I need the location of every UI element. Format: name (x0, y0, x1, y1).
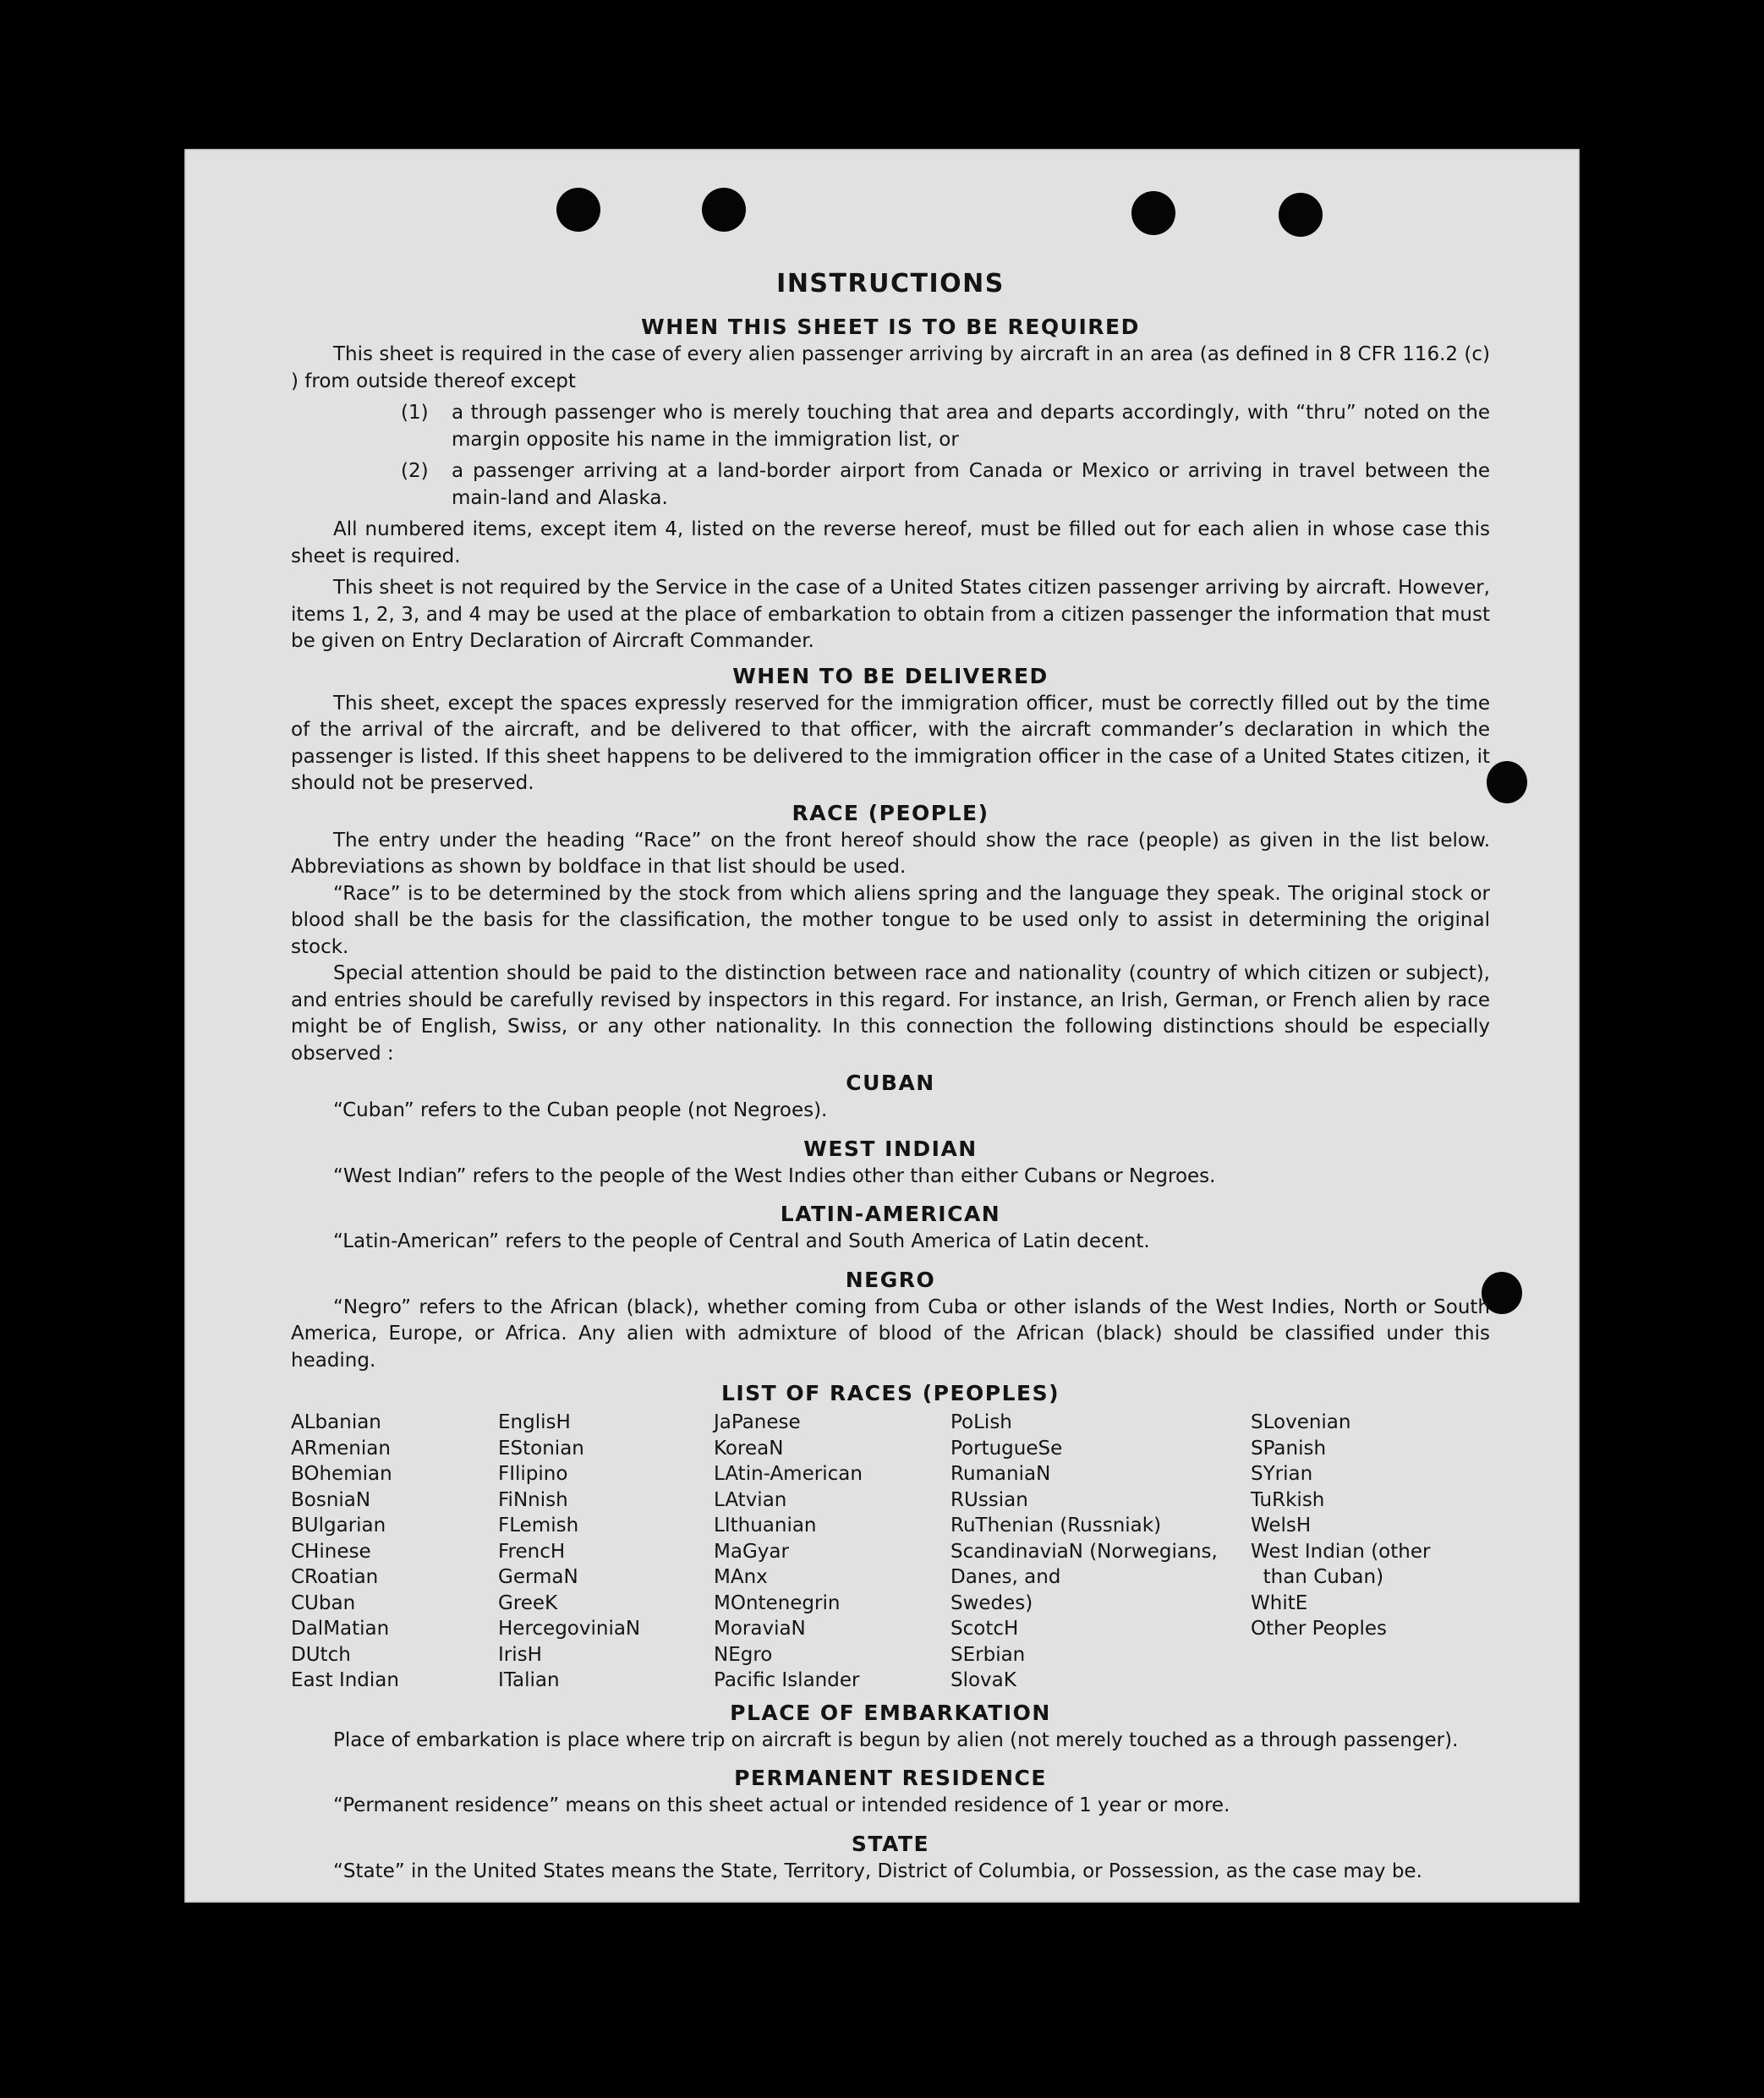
race-entry: LAtin-American (714, 1463, 863, 1485)
race-entry: ARmenian (291, 1437, 391, 1460)
race-entry: NEgro (714, 1643, 773, 1666)
cuban-text: “Cuban” refers to the Cuban people (not Negroes). (333, 1099, 828, 1121)
cuban-heading: CUBAN (846, 1071, 935, 1095)
race-entry: ScotcH (950, 1618, 1019, 1640)
race-entry: ScandinaviaN (Norwegians, (950, 1540, 1218, 1563)
ink-blot (1487, 761, 1527, 803)
embarkation-text: Place of embarkation is place where trip on aircraft is begun by alien (not merely touched as a through passenger). (333, 1728, 1459, 1751)
race-entry: BOhemian (291, 1463, 392, 1485)
race-entry: East Indian (291, 1669, 399, 1691)
punch-hole-3 (1131, 191, 1175, 235)
race-column (950, 1410, 1251, 1694)
citizen-paragraph: This sheet is not required by the Service in the case of a United States citizen passenger arriving by aircraft. However, items 1, 2, 3, and 4 may be used at the place of embarkation to obtain from a citizen passenger the information that must be given on Entry Declaration of Aircraft Commander. (291, 577, 1490, 652)
race-entry: JaPanese (714, 1411, 801, 1433)
race-entry: EnglisH (498, 1411, 571, 1433)
race-entry: EStonian (498, 1437, 584, 1460)
race-entry: HercegoviniaN (498, 1618, 641, 1640)
numbered-items-paragraph: All numbered items, except item 4, listed on the reverse hereof, must be filled out for each alien in whose case this sheet is required. (291, 518, 1490, 567)
race-entry: ALbanian (291, 1411, 381, 1433)
race-para-1: The entry under the heading “Race” on the front hereof should show the race (people) as given in the list below. Abbreviations as shown by boldface in that list should be used. (291, 829, 1490, 878)
race-entry: Other Peoples (1251, 1618, 1388, 1640)
instructions-title: INSTRUCTIONS (776, 269, 1005, 299)
race-entry: WhitE (1251, 1591, 1308, 1614)
race-entry: ITalian (498, 1669, 560, 1691)
race-entry: Pacific Islander (714, 1669, 860, 1691)
west-indian-text: “West Indian” refers to the people of the West Indies other than either Cubans or Negroes. (333, 1164, 1216, 1187)
race-column (714, 1410, 950, 1694)
race-entry: IrisH (498, 1643, 542, 1666)
race-entry: PoLish (950, 1411, 1012, 1433)
race-entry: Danes, and (950, 1566, 1061, 1588)
race-entry: WelsH (1251, 1515, 1312, 1537)
race-entry: SErbian (950, 1643, 1026, 1666)
negro-text: “Negro” refers to the African (black), whether coming from Cuba or other islands of the West Indies, North or South America, Europe, or Africa. Any alien with admixture of blood of the African (black) should be classified under this heading. (291, 1296, 1490, 1372)
state-heading: STATE (851, 1831, 930, 1856)
race-entry: RUssian (950, 1488, 1028, 1511)
exception-item: (2) a passenger arriving at a land-border airport from Canada or Mexico or arriving in travel between the main-land and Alaska. (401, 460, 1490, 509)
state-text: “State” in the United States means the State, Territory, District of Columbia, or Possession, as the case may be. (333, 1860, 1422, 1882)
race-entry: GreeK (498, 1591, 558, 1614)
exception-item: (1) a through passenger who is merely touching that area and departs accordingly, with “thru” noted on the margin opposite his name in the immigration list, or (401, 402, 1490, 451)
race-entry: CHinese (291, 1540, 371, 1563)
required-heading: WHEN THIS SHEET IS TO BE REQUIRED (641, 315, 1140, 339)
delivered-text: This sheet, except the spaces expressly reserved for the immigration officer, must be correctly filled out by the time of the arrival of the aircraft, and be delivered to that officer, with the aircraft commander’s declaration in which the passenger is listed. If this sheet happens to be delivered to the immigration officer in the case of a United States citizen, it should not be preserved. (291, 692, 1490, 794)
race-para-3: Special attention should be paid to the distinction between race and nationality (country of which citizen or subject), and entries should be carefully revised by inspectors in this regard. For instance, an Irish, German, or French alien by race might be of English, Swiss, or any other nationality. In this connection the following distinctions should be especially observed : (291, 962, 1490, 1065)
race-entry: FiNnish (498, 1488, 568, 1511)
race-entry: DalMatian (291, 1618, 390, 1640)
race-entry: TuRkish (1251, 1488, 1325, 1511)
race-entry: KoreaN (714, 1437, 784, 1460)
race-entry: than Cuban) (1251, 1566, 1384, 1588)
west-indian-heading: WEST INDIAN (803, 1136, 978, 1161)
negro-heading: NEGRO (845, 1267, 936, 1292)
race-list-heading: LIST OF RACES (PEOPLES) (720, 1381, 1060, 1405)
race-entry: Swedes) (950, 1591, 1033, 1614)
latin-american-heading: LATIN-AMERICAN (780, 1202, 1001, 1226)
race-para-2: “Race” is to be determined by the stock from which aliens spring and the language they speak. The original stock or blood shall be the basis for the classification, the mother tongue to be used only to assist in determining the original stock. (291, 882, 1490, 958)
race-entry: RumaniaN (950, 1463, 1051, 1485)
latin-american-text: “Latin-American” refers to the people of Central and South America of Latin decent. (333, 1230, 1150, 1252)
race-entry: DUtch (291, 1643, 351, 1666)
race-entry: LAtvian (714, 1488, 787, 1511)
instructions-content (291, 267, 1490, 1885)
race-entry: FrencH (498, 1540, 566, 1563)
residence-text: “Permanent residence” means on this sheet actual or intended residence of 1 year or more. (333, 1794, 1230, 1816)
race-entry: BUlgarian (291, 1515, 386, 1537)
document-sheet (184, 149, 1580, 1903)
race-column (498, 1410, 714, 1694)
race-heading: RACE (PEOPLE) (792, 800, 989, 825)
punch-hole-2 (702, 188, 746, 232)
race-entry: RuThenian (Russniak) (950, 1515, 1162, 1537)
embarkation-heading: PLACE OF EMBARKATION (730, 1700, 1051, 1725)
race-entry: CRoatian (291, 1566, 379, 1588)
race-column (1251, 1410, 1487, 1694)
punch-hole-1 (556, 188, 600, 232)
race-entry: FIlipino (498, 1463, 568, 1485)
race-entry: PortugueSe (950, 1437, 1063, 1460)
residence-heading: PERMANENT RESIDENCE (734, 1766, 1047, 1790)
race-entry: MOntenegrin (714, 1591, 841, 1614)
required-intro: This sheet is required in the case of every alien passenger arriving by aircraft in an area (as defined in 8 CFR 116.2 (c) ) from outside thereof except (291, 343, 1490, 392)
race-entry: SPanish (1251, 1437, 1327, 1460)
race-entry: West Indian (other (1251, 1540, 1431, 1563)
punch-hole-4 (1279, 193, 1323, 237)
race-entry: FLemish (498, 1515, 579, 1537)
race-entry: MAnx (714, 1566, 768, 1588)
race-entry: LIthuanian (714, 1515, 817, 1537)
race-entry: SYrian (1251, 1463, 1313, 1485)
race-entry: MoraviaN (714, 1618, 806, 1640)
delivered-heading: WHEN TO BE DELIVERED (732, 663, 1049, 688)
race-entry: BosniaN (291, 1488, 371, 1511)
race-column (291, 1410, 498, 1694)
race-entry: SLovenian (1251, 1411, 1351, 1433)
race-entry: SlovaK (950, 1669, 1016, 1691)
race-entry: CUban (291, 1591, 356, 1614)
race-entry: GermaN (498, 1566, 578, 1588)
race-entry: MaGyar (714, 1540, 789, 1563)
race-list (291, 1410, 1490, 1694)
